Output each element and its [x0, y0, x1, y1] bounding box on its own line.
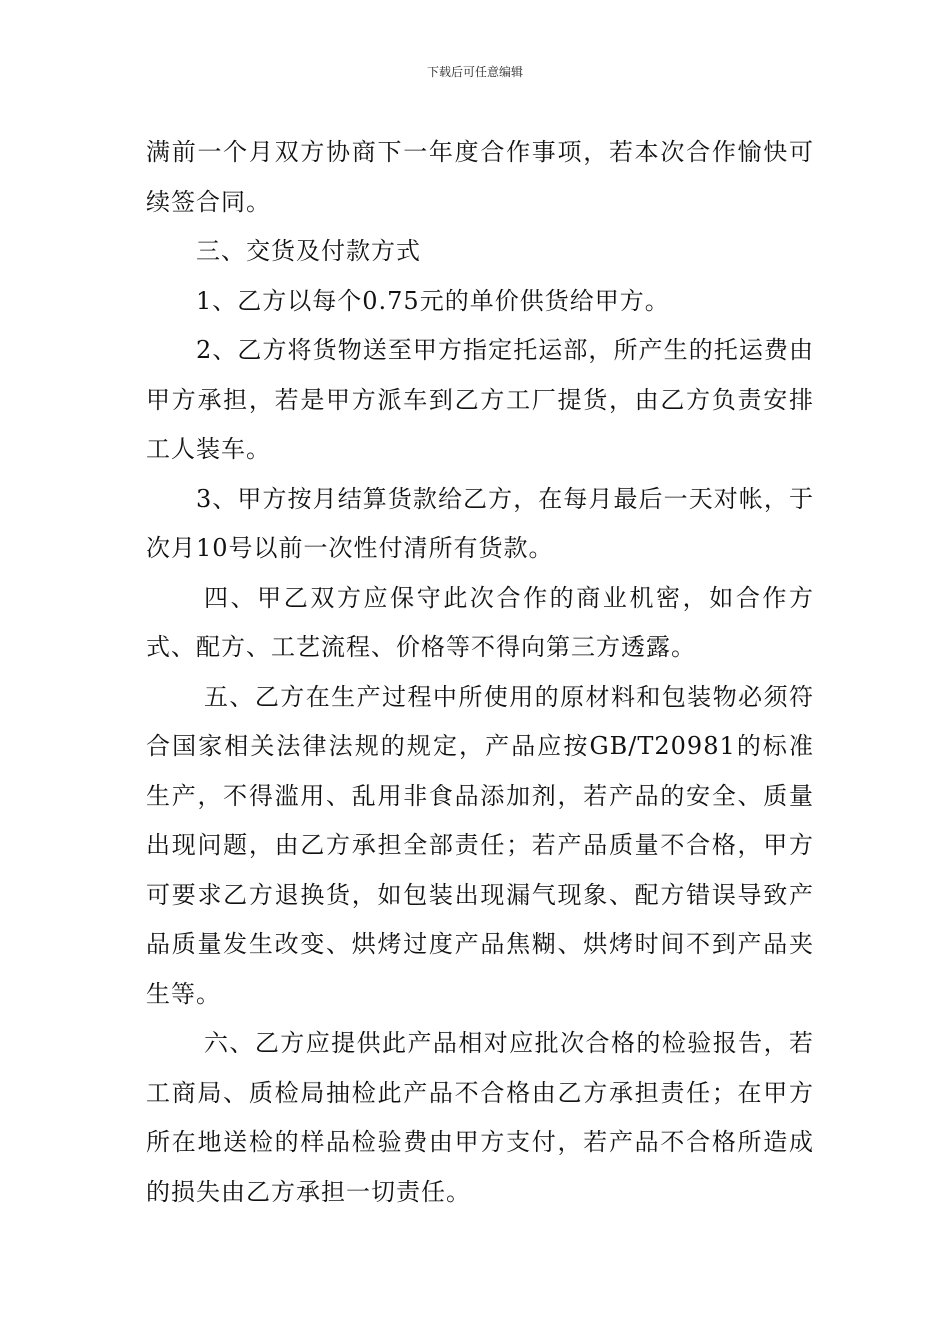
section-inspection-report: 六、乙方应提供此产品相对应批次合格的检验报告，若工商局、质检局抽检此产品不合格由乙方承担责任；在甲方所在地送检的样品检验费由甲方支付，若产品不合格所造成的损失由乙方承担一切责任。: [146, 1029, 814, 1206]
clause-shipping: 2、乙方将货物送至甲方指定托运部，所产生的托运费由甲方承担，若是甲方派车到乙方工厂提货，由乙方负责安排工人装车。: [146, 336, 814, 463]
section-heading-delivery-payment: 三、交货及付款方式: [196, 237, 421, 265]
document-body: [146, 128, 814, 1217]
clause-unit-price: 1、乙方以每个0.75元的单价供货给甲方。: [196, 286, 670, 315]
clause-settlement: 3、甲方按月结算货款给乙方，在每月最后一天对帐，于次月10号以前一次性付清所有货款。: [146, 484, 814, 562]
section-quality-responsibility: 五、乙方在生产过程中所使用的原材料和包装物必须符合国家相关法律法规的规定，产品应按GB/T20981的标准生产，不得滥用、乱用非食品添加剂，若产品的安全、质量出现问题，由乙方承担全部责任；若产品质量不合格，甲方可要求乙方退换货，如包装出现漏气现象、配方错误导致产品质量发生改变、烘烤过度产品焦糊、烘烤时间不到产品夹生等。: [146, 682, 814, 1008]
paragraph-continuation: 满前一个月双方协商下一年度合作事项，若本次合作愉快可续签合同。: [146, 138, 814, 216]
page-header: 下载后可任意编辑: [426, 65, 523, 79]
section-confidentiality: 四、甲乙双方应保守此次合作的商业机密，如合作方式、配方、工艺流程、价格等不得向第三方透露。: [146, 583, 814, 661]
